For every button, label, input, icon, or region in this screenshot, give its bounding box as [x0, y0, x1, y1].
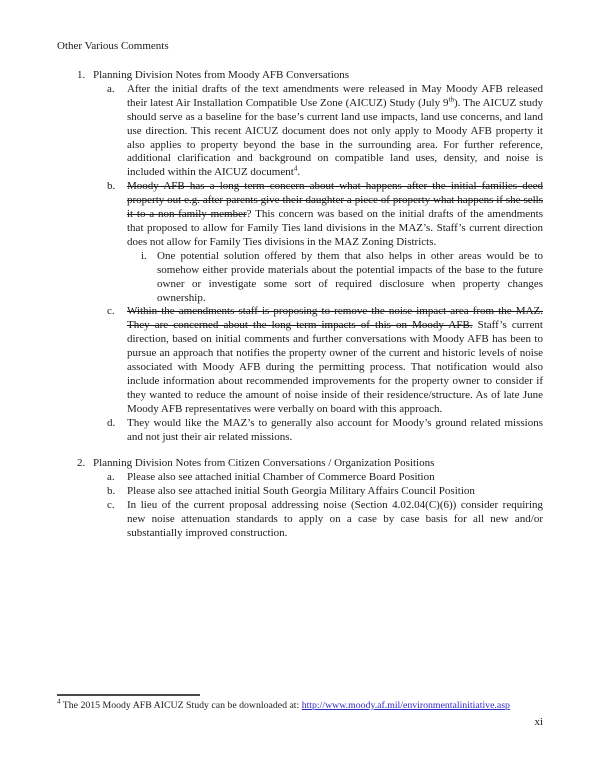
list-marker-1b: b.: [107, 180, 116, 193]
paragraph-2b-text: Please also see attached initial South Georgia Military Affairs Council Position: [127, 485, 475, 498]
list-item-1d: [57, 417, 543, 445]
list-marker-2: 2.: [77, 457, 86, 470]
paragraph-2a-text: Please also see attached initial Chamber of Commerce Board Position: [127, 471, 435, 484]
section-1-title: Planning Division Notes from Moody AFB Conversations: [93, 69, 350, 81]
footnote: [57, 697, 543, 712]
paragraph-1b-text: ? This concern was based on the initial drafts of the amendments that proposed to allow for Family Ties land divisions in the MAZ’s. Staff’s current direction does not allow for Family Ties divisions in the MAZ Zoning Districts.: [127, 208, 544, 248]
footnote-text: The 2015 Moody AFB AICUZ Study can be downloaded at:: [60, 700, 302, 711]
list-marker-1d: d.: [107, 416, 116, 429]
list-marker-2b: b.: [107, 485, 116, 498]
paragraph-1d-text: They would like the MAZ’s to generally also account for Moody’s ground related missions and not just their air related missions.: [127, 416, 543, 443]
list-marker-2c: c.: [107, 499, 115, 512]
paragraph-1bi-text: One potential solution offered by them that also helps in other areas would be to somehow either provide materials about the potential impacts of the base to the future owner or investigate some sort of required disclosure when property changes ownership.: [157, 249, 543, 304]
list-marker-1: 1.: [77, 69, 86, 81]
paragraph-1a-text: ). The AICUZ study should serve as a baseline for the base’s current land use impacts, land use concerns, and land use direction. This recent AICUZ document does not only apply to Moody AFB property it also applies to property beyond the base in the surrounding area. For further reference, additional clarification and background on compatible land uses, density, and noise is included within the AICUZ document: [127, 96, 543, 179]
footnote-link[interactable]: http://www.moody.af.mil/environmentalinitiative.asp: [301, 700, 510, 711]
footnote-reference: 4: [293, 164, 298, 173]
list-marker-1c: c.: [107, 305, 115, 318]
strikethrough-text: Within the amendments staff is proposing to remove the noise impact area from the MAZ. They are concerned about the long term impacts of this on Moody AFB.: [127, 305, 543, 332]
document-body: [57, 69, 543, 541]
footnote-separator: [57, 694, 200, 696]
list-item-2: [57, 457, 543, 471]
paragraph-1c-text: Staff’s current direction, based on initial comments and further conversations with Moody AFB has been to pursue an approach that notifies the property owner of the current and historic levels of noise associated with Moody AFB during the permitting process. That notification would also include information about recommended improvements for the property owner to consider if they wanted to reduce the amount of noise inside of their residence/structure. As of late June Moody AFB representatives were verbally on board with this approach.: [127, 319, 543, 415]
paragraph-2c-text: In lieu of the current proposal addressing noise (Section 4.02.04(C)(6)) consider requiring new noise attenuation standards to apply on a case by case basis for all new and/or substantially improved construction.: [127, 499, 543, 539]
section-2-title: Planning Division Notes from Citizen Conversations / Organization Positions: [93, 457, 435, 470]
strikethrough-text: Moody AFB has a long term concern about what happens after the initial families deed property out e.g. after parents give their daughter a piece of property what happens if she sells it to a non-family member: [127, 180, 543, 221]
footnote-area: [57, 694, 543, 712]
page-number: xi: [534, 716, 543, 728]
paragraph-1a-text: After the initial drafts of the text amendments were released in May Moody AFB released their latest Air Installation Compatible Use Zone (AICUZ) Study (July 9: [127, 82, 543, 109]
list-item-1b: [57, 180, 543, 250]
footnote-number: 4: [57, 697, 61, 706]
list-item-1b-i: [57, 250, 543, 306]
section-spacer: [57, 444, 543, 457]
list-item-2c: [57, 499, 543, 541]
list-item-1: [57, 69, 543, 83]
list-marker-1a: a.: [107, 82, 115, 95]
list-item-2a: [57, 471, 543, 485]
page-heading: Other Various Comments: [57, 40, 169, 52]
list-item-1a: [57, 83, 543, 180]
list-item-2b: [57, 485, 543, 499]
list-marker-2a: a.: [107, 471, 115, 484]
list-item-1c: [57, 305, 543, 416]
list-marker-1b-i: i.: [141, 249, 147, 262]
ordinal-superscript: th: [448, 95, 454, 104]
paragraph-1a-text: .: [297, 166, 301, 179]
